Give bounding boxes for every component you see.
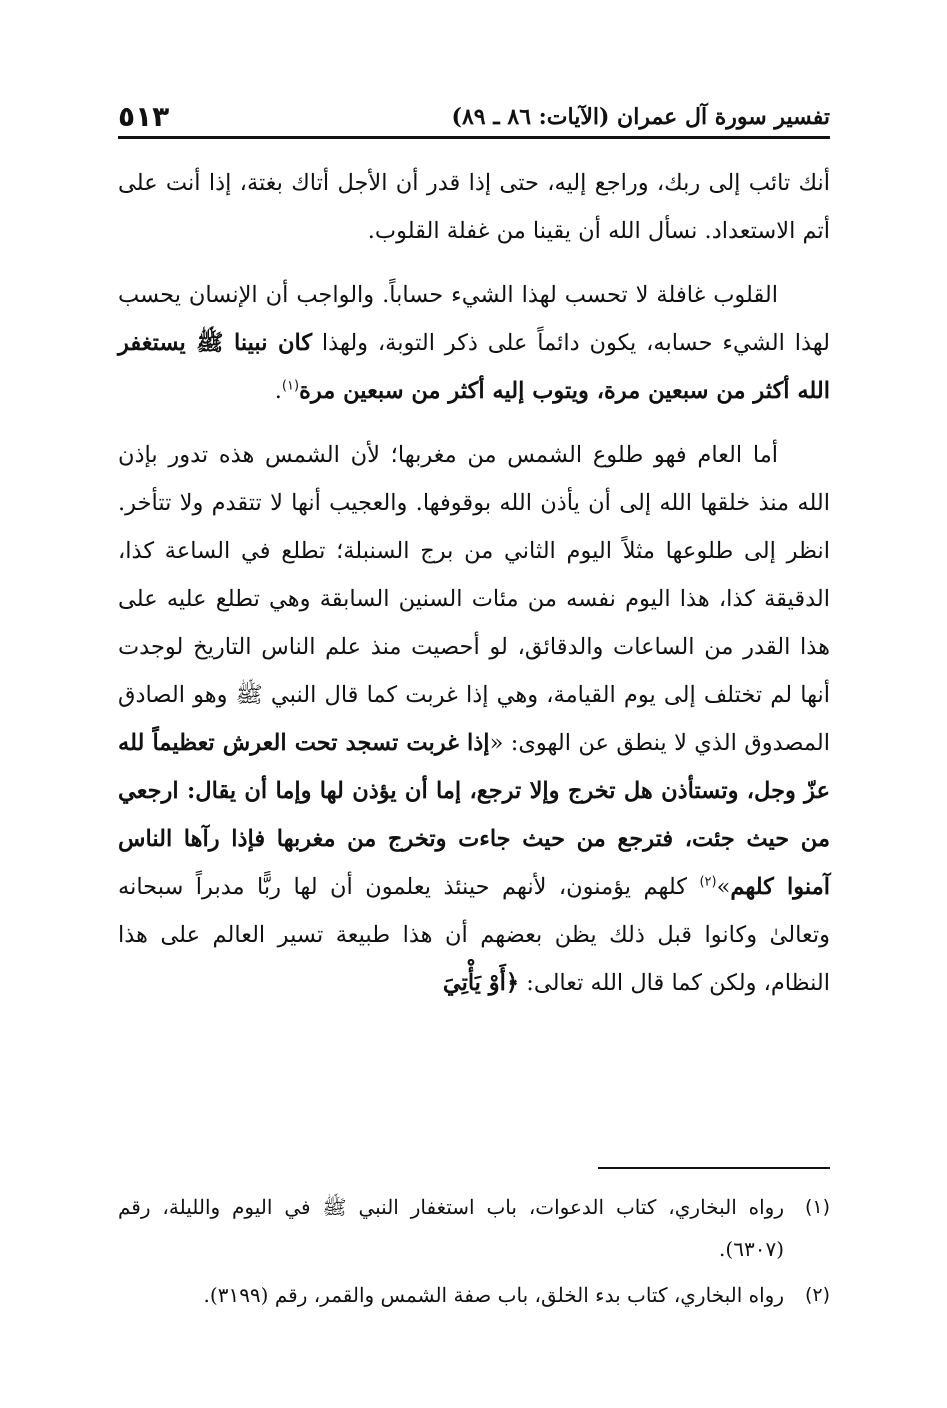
footnote-1 xyxy=(118,1186,830,1270)
footnote-text: رواه البخاري، كتاب الدعوات، باب استغفار النبي ﷺ في اليوم والليلة، رقم (٦٣٠٧). xyxy=(118,1195,784,1261)
quote-close: » xyxy=(716,874,731,900)
page xyxy=(118,82,830,1382)
running-header xyxy=(118,82,830,136)
paragraph-2 xyxy=(118,271,830,415)
body-text xyxy=(118,159,830,1007)
paragraph-3-text: أما العام فهو طلوع الشمس من مغربها؛ لأن الشمس هذه تدور بإذن الله منذ خلقها الله إلى أن يأذن الله بوقوفها. والعجيب أنها لا تتقدم ولا تتأخر. انظر إلى طلوعها مثلاً اليوم الثاني من برج السنبلة؛ تطلع في الساعة كذا، الدقيقة كذا، هذا اليوم نفسه من مئات السنين السابقة وهي تطلع عليه على هذا القدر من الساعات والدقائق، لو أحصيت منذ علم الناس التاريخ لوجدت أنها لم تختلف إلى يوم القيامة، وهي إذا غربت كما قال النبي ﷺ وهو الصادق المصدوق الذي لا ينطق عن الهوى: « xyxy=(118,442,830,756)
footnotes xyxy=(118,1186,830,1320)
running-title: تفسير سورة آل عمران (الآيات: ٨٦ ـ ٨٩) xyxy=(451,104,830,130)
paragraph-2-end: . xyxy=(274,378,282,404)
footnote-number: (١) xyxy=(804,1196,830,1218)
paragraph-3-continuation: كلهم يؤمنون، لأنهم حينئذ يعلمون أن لها ربًّا مدبراً سبحانه وتعالىٰ وكانوا قبل ذلك يظن بعضهم أن هذا طبيعة تسير العالم على هذا النظام، ولكن كما قال الله تعالى: xyxy=(118,874,830,996)
quran-verse-start: ﴿أَوْ يَأْتِيَ xyxy=(442,970,520,996)
footnote-number: (٢) xyxy=(804,1284,830,1306)
hadith-quote-1: كان نبينا ﷺ يستغفر الله أكثر من سبعين مرة، ويتوب إليه أكثر من سبعين مرة xyxy=(118,330,830,404)
paragraph-3 xyxy=(118,431,830,1007)
header-rule xyxy=(118,136,830,139)
paragraph-1-text: أنك تائب إلى ربك، وراجع إليه، حتى إذا قدر أن الأجل أتاك بغتة، إذا أنت على أتم الاستعداد. نسأل الله أن يقينا من غفلة القلوب. xyxy=(118,170,830,244)
footnote-text: رواه البخاري، كتاب بدء الخلق، باب صفة الشمس والقمر، رقم (٣١٩٩). xyxy=(203,1283,784,1307)
paragraph-2-text: القلوب غافلة لا تحسب لهذا الشيء حساباً. والواجب أن الإنسان يحسب لهذا الشيء حسابه، يكون دائماً على ذكر التوبة، ولهذا xyxy=(118,282,830,356)
page-number: ٥١٣ xyxy=(118,100,170,133)
footnote-rule xyxy=(598,1167,830,1169)
hadith-quote-2: إذا غربت تسجد تحت العرش تعظيماً لله عزّ وجل، وتستأذن هل تخرج وإلا ترجع، إما أن يؤذن لها وإما أن يقال: ارجعي من حيث جئت، فترجع من حيث جاءت وتخرج من مغربها فإذا رآها الناس آمنوا كلهم xyxy=(118,730,831,900)
footnote-2 xyxy=(118,1274,830,1316)
footnote-marker-1: (١) xyxy=(281,378,300,394)
footnote-marker-2: (٢) xyxy=(699,874,717,890)
paragraph-1 xyxy=(118,159,830,255)
